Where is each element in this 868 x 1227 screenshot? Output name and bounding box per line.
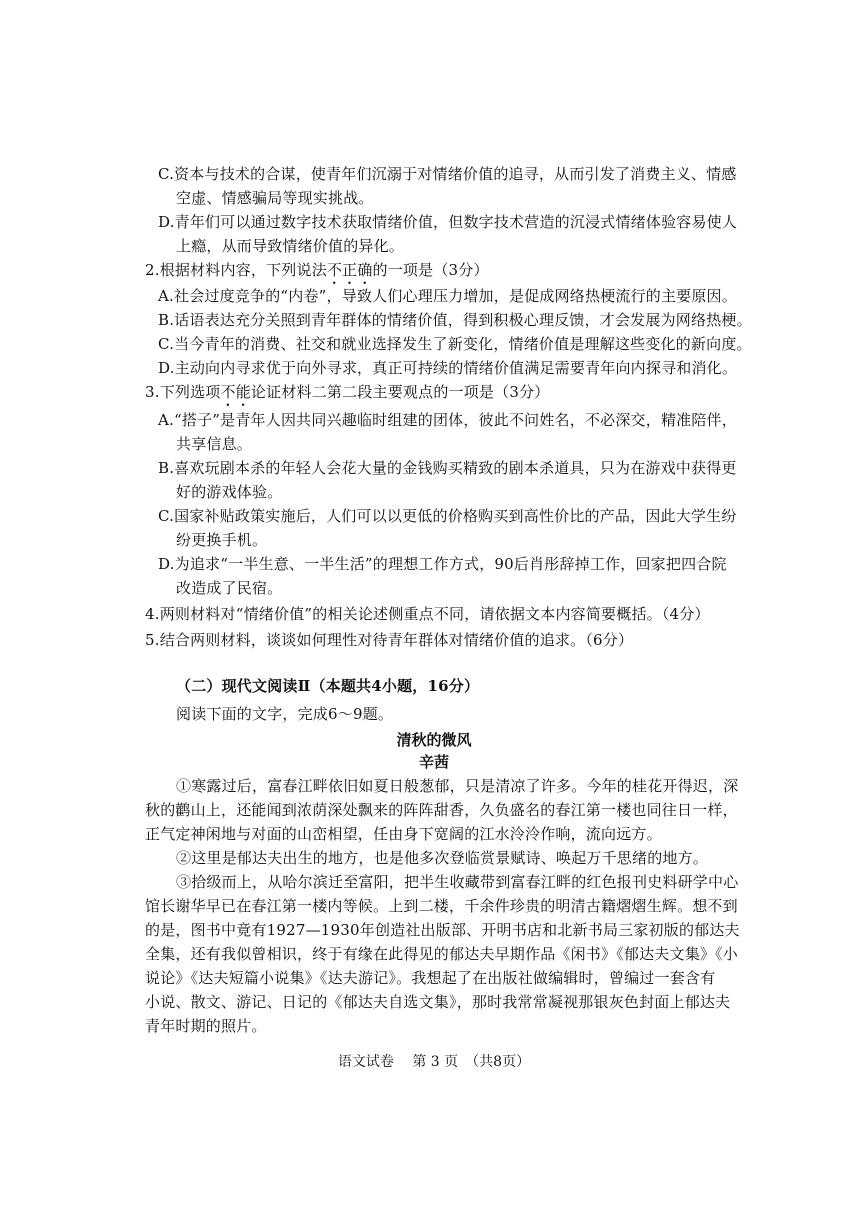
article-author: 辛茜: [418, 753, 449, 771]
q3-option-c-line2: 纷更换手机。: [176, 531, 268, 549]
q3-option-b-line2: 好的游戏体验。: [176, 483, 283, 501]
q3-option-d-line2: 改造成了民宿。: [176, 579, 283, 597]
page-footer: 语文试卷 第 3 页 （共8页）: [337, 1054, 531, 1070]
q2-option-c: C.当今青年的消费、社交和就业选择发生了新变化，情绪价值是理解这些变化的新向度。: [158, 335, 752, 353]
paragraph-3-line3: 的是，图书中竟有1927—1930年创造社出版部、开明书店和北新书局三家初版的郁达夫: [145, 921, 740, 939]
q3-stem-post: 论证材料二第二段主要观点的一项是（3分）: [250, 383, 550, 401]
q5-stem: 5.结合两则材料，谈谈如何理性对待青年群体对情绪价值的追求。（6分）: [145, 631, 634, 649]
paragraph-3-line6: 小说、散文、游记、日记的《郁达夫自选文集》，那时我常常凝视那银灰色封面上郁达夫: [145, 993, 731, 1011]
paragraph-2-line1: ②这里是郁达夫出生的地方，也是他多次登临赏景赋诗、唤起万千思绪的地方。: [176, 849, 709, 867]
q3-option-d-line1: D.为追求“一半生意、一半生活”的理想工作方式，90后肖彤辞掉工作，回家把四合院: [158, 555, 727, 573]
q1-option-c-line2: 空虚、情感骗局等现实挑战。: [176, 189, 374, 207]
q2-option-b: B.话语表达充分关照到青年群体的情绪价值，得到积极心理反馈，才会发展为网络热梗。: [158, 311, 752, 329]
q1-option-d-line2: 上瘾，从而导致情绪价值的异化。: [176, 237, 405, 255]
paragraph-1-line1: ①寒露过后，富春江畔依旧如夏日般葱郁，只是清凉了许多。今年的桂花开得迟，深: [176, 777, 739, 795]
paragraph-1-line2: 秋的鹳山上，还能闻到浓荫深处飘来的阵阵甜香，久负盛名的春江第一楼也同往日一样，: [145, 801, 738, 819]
q1-option-d-line1: D.青年们可以通过数字技术获取情绪价值，但数字技术营造的沉浸式情绪体验容易使人: [158, 213, 738, 231]
q3-stem: [145, 382, 549, 410]
paragraph-3-line2: 馆长谢华早已在春江第一楼内等候。上到二楼，千余件珍贵的明清古籍熠熠生辉。想不到: [145, 897, 738, 915]
q3-option-b-line1: B.喜欢玩剧本杀的年轻人会花大量的金钱购买精致的剧本杀道具，只为在游戏中获得更: [158, 459, 737, 477]
q3-option-a-line1: A.“搭子”是青年人因共同兴趣临时组建的团体，彼此不问姓名，不必深交，精准陪伴，: [158, 411, 737, 429]
paragraph-3-line7: 青年时期的照片。: [145, 1017, 267, 1035]
q4-stem: 4.两则材料对“情绪价值”的相关论述侧重点不同，请依据文本内容简要概括。（4分）: [145, 605, 710, 623]
paragraph-3-line1: ③拾级而上，从哈尔滨迁至富阳，把半生收藏带到富春江畔的红色报刊史料研学中心: [176, 873, 739, 891]
q2-stem: [145, 260, 489, 288]
q3-stem-pre: 3.下列选项: [145, 383, 221, 401]
paragraph-1-line3: 正气定神闲地与对面的山峦相望，任由身下宽阔的江水泠泠作响，流向远方。: [145, 825, 662, 843]
q2-stem-emphasis: 不正确: [326, 261, 373, 279]
section-instruction: 阅读下面的文字，完成6～9题。: [176, 705, 394, 723]
q1-option-c-line1: C.资本与技术的合谋，使青年们沉溺于对情绪价值的追寻，从而引发了消费主义、情感: [158, 165, 737, 183]
q3-option-c-line1: C.国家补贴政策实施后，人们可以以更低的价格购买到高性价比的产品，因此大学生纷: [158, 507, 737, 525]
q2-option-a: A.社会过度竞争的“内卷”，导致人们心理压力增加，是促成网络热梗流行的主要原因。: [158, 287, 737, 305]
paragraph-3-line4: 全集，还有我似曾相识，终于有缘在此得见的郁达夫早期作品《闲书》《郁达夫文集》《小: [145, 945, 739, 963]
paragraph-3-line5: 说论》《达夫短篇小说集》《达夫游记》。我想起了在出版社做编辑时，曾编过一套含有: [145, 969, 716, 987]
q2-option-d: D.主动向内寻求优于向外寻求，真正可持续的情绪价值满足需要青年向内探寻和消化。: [158, 359, 738, 377]
q2-stem-post: 的一项是（3分）: [372, 261, 489, 279]
section-heading: （二）现代文阅读Ⅱ（本题共4小题，16分）: [176, 677, 480, 695]
article-title: 清秋的微风: [396, 731, 472, 749]
q3-option-a-line2: 共享信息。: [176, 435, 253, 453]
q2-stem-pre: 2.根据材料内容，下列说法: [145, 261, 327, 279]
q3-stem-emphasis: 不能: [220, 383, 251, 401]
